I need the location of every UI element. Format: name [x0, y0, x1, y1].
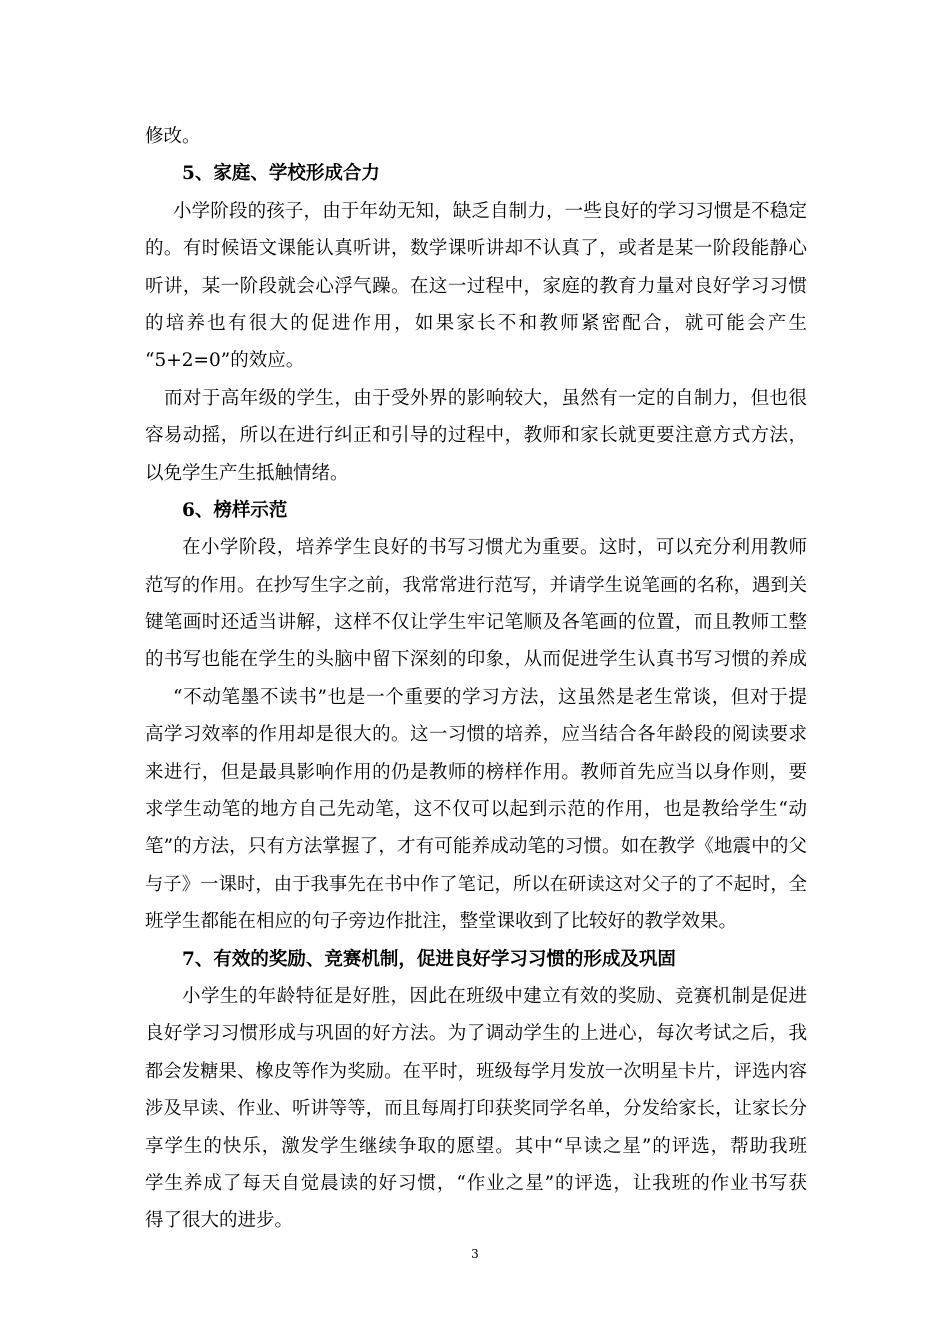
text-line: 的培养也有很大的促进作用，如果家长不和教师紧密配合，就可能会产生	[145, 312, 807, 334]
text-line: 以免学生产生抵触情绪。	[145, 462, 349, 484]
text-line: 班学生都能在相应的句子旁边作批注，整堂课收到了比较好的教学效果。	[145, 911, 738, 933]
text-line: 小学生的年龄特征是好胜，因此在班级中建立有效的奖励、竞赛机制是促进	[182, 985, 807, 1007]
text-line: 与子》一课时，由于我事先在书中作了笔记，所以在研读这对父子的了不起时，全	[145, 873, 807, 895]
section-heading: 5、家庭、学校形成合力	[182, 163, 380, 185]
document-body	[145, 118, 807, 1240]
text-line: 都会发糖果、橡皮等作为奖励。在平时，班级每学月发放一次明星卡片，评选内容	[145, 1060, 807, 1082]
text-line: 学生养成了每天自觉晨读的好习惯，“作业之星”的评选，让我班的作业书写获	[145, 1172, 807, 1194]
text-line: 笔”的方法，只有方法掌握了，才有可能养成动笔的习惯。如在教学《地震中的父	[145, 836, 807, 858]
section-heading: 6、榜样示范	[182, 499, 288, 521]
text-line: 享学生的快乐，激发学生继续争取的愿望。其中“早读之星”的评选，帮助我班	[145, 1135, 807, 1157]
text-line: “不动笔墨不读书”也是一个重要的学习方法，这虽然是老生常谈，但对于提	[173, 686, 807, 708]
text-line: 键笔画时还适当讲解，这样不仅让学生牢记笔顺及各笔画的位置，而且教师工整	[145, 612, 807, 634]
text-line: 的。有时候语文课能认真听讲，数学课听讲却不认真了，或者是某一阶段能静心	[145, 238, 807, 260]
text-line: 范写的作用。在抄写生字之前，我常常进行范写，并请学生说笔画的名称，遇到关	[145, 574, 807, 596]
text-line: 听讲，某一阶段就会心浮气躁。在这一过程中，家庭的教育力量对良好学习习惯	[145, 275, 807, 297]
text-line: 小学阶段的孩子，由于年幼无知，缺乏自制力，一些良好的学习习惯是不稳定	[173, 200, 807, 222]
text-line: 求学生动笔的地方自己先动笔，这不仅可以起到示范的作用，也是教给学生“动	[145, 799, 807, 821]
text-line: 而对于高年级的学生，由于受外界的影响较大，虽然有一定的自制力，但也很	[164, 387, 807, 409]
text-line: “5+2=0”的效应。	[145, 350, 305, 372]
text-line: 来进行，但是最具影响作用的仍是教师的榜样作用。教师首先应当以身作则，要	[145, 761, 807, 783]
section-heading: 7、有效的奖励、竞赛机制，促进良好学习习惯的形成及巩固	[182, 948, 676, 970]
text-line: 的书写也能在学生的头脑中留下深刻的印象，从而促进学生认真书写习惯的养成	[145, 649, 807, 671]
page-number: 3	[471, 1247, 479, 1261]
text-line: 得了很大的进步。	[145, 1210, 294, 1232]
text-line: 良好学习习惯形成与巩固的好方法。为了调动学生的上进心，每次考试之后，我	[145, 1023, 807, 1045]
text-line: 在小学阶段，培养学生良好的书写习惯尤为重要。这时，可以充分利用教师	[182, 537, 807, 559]
text-line: 修改。	[145, 126, 201, 147]
text-line: 高学习效率的作用却是很大的。这一习惯的培养，应当结合各年龄段的阅读要求	[145, 724, 807, 746]
text-line: 涉及早读、作业、听讲等等，而且每周打印获奖同学名单，分发给家长，让家长分	[145, 1098, 807, 1120]
text-line: 容易动摇，所以在进行纠正和引导的过程中，教师和家长就更要注意方式方法，	[145, 425, 807, 447]
